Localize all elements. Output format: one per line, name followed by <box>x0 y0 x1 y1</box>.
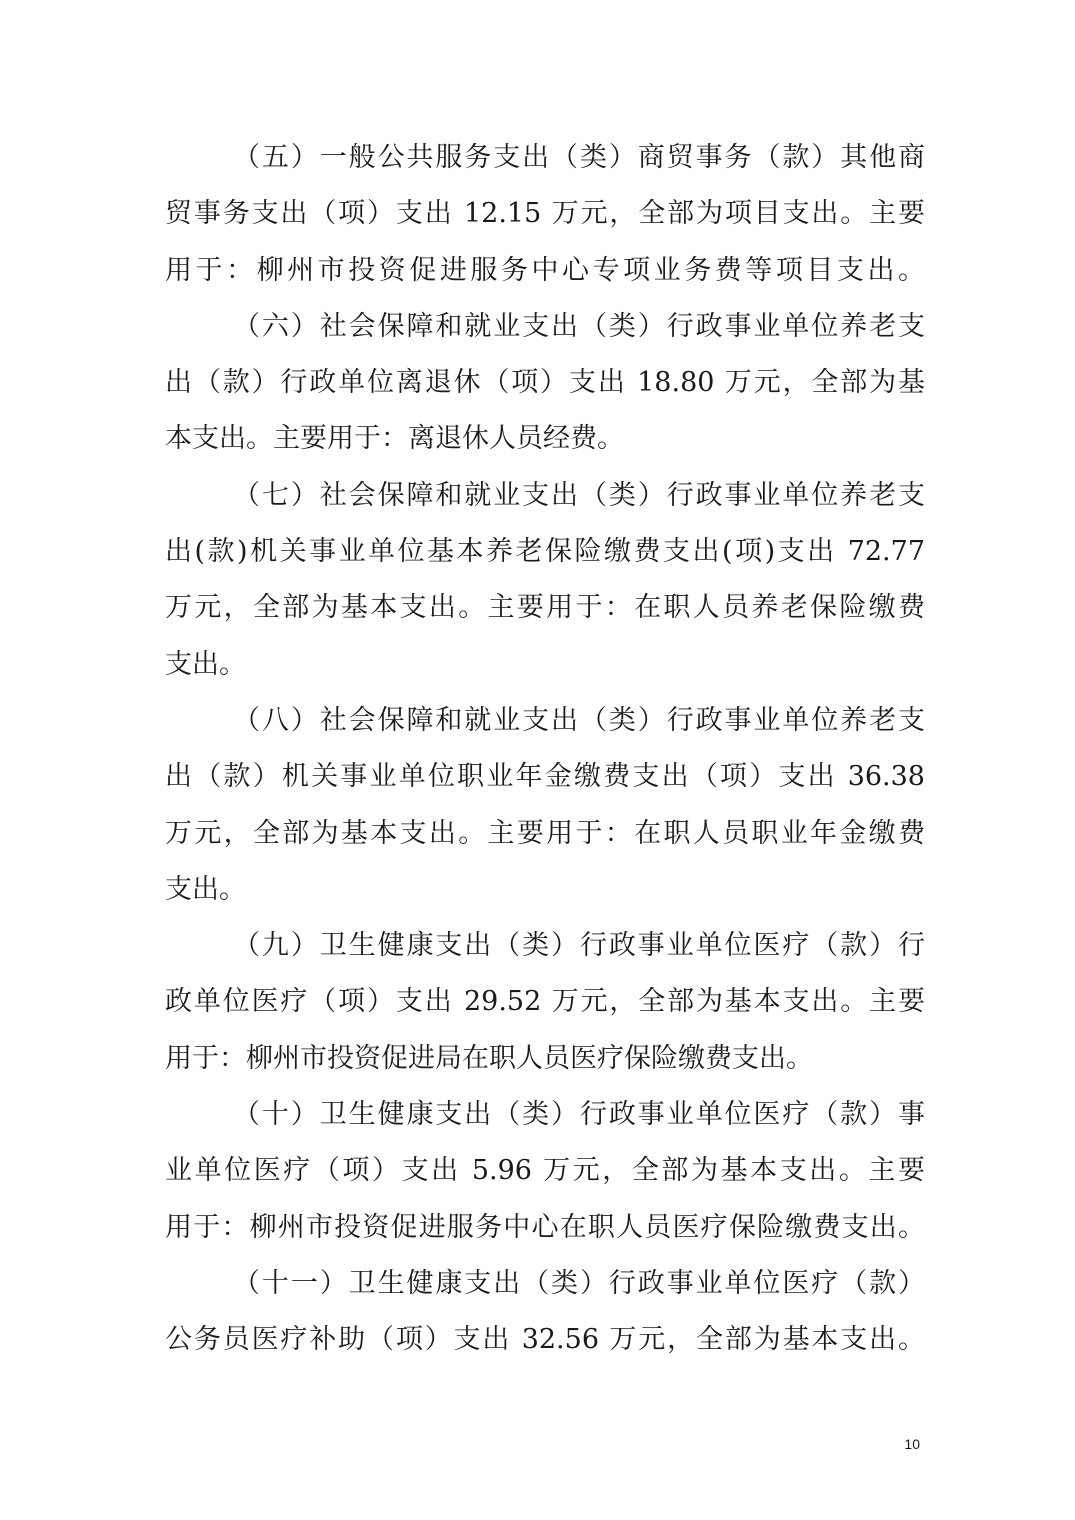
paragraph-first-line <box>165 299 925 355</box>
paragraph-line <box>165 974 925 1030</box>
body-text <box>165 130 925 1369</box>
paragraph-line <box>165 243 925 299</box>
line-text: （八）社会保障和就业支出（类）行政事业单位养老支 <box>233 704 925 736</box>
line-text: 出(款)机关事业单位基本养老保险缴费支出(项)支出 72.77 <box>165 536 925 568</box>
paragraph-first-line <box>165 468 925 524</box>
paragraph-line <box>165 1312 925 1368</box>
paragraph-first-line <box>165 693 925 749</box>
paragraph-first-line <box>165 918 925 974</box>
line-text: 出（款）行政单位离退休（项）支出 18.80 万元，全部为基 <box>165 367 925 399</box>
line-text: 万元，全部为基本支出。主要用于：在职人员职业年金缴费 <box>165 817 925 849</box>
paragraph-line <box>165 637 925 693</box>
line-text: 用于：柳州市投资促进服务中心在职人员医疗保险缴费支出。 <box>165 1211 925 1243</box>
line-text: 政单位医疗（项）支出 29.52 万元，全部为基本支出。主要 <box>165 986 925 1018</box>
paragraph-line <box>165 355 925 411</box>
line-text: 贸事务支出（项）支出 12.15 万元，全部为项目支出。主要 <box>165 198 925 230</box>
line-text: 业单位医疗（项）支出 5.96 万元，全部为基本支出。主要 <box>165 1155 925 1187</box>
line-text: 用于：柳州市投资促进局在职人员医疗保险缴费支出。 <box>165 1042 813 1074</box>
line-text: 支出。 <box>165 648 246 680</box>
paragraph-first-line <box>165 130 925 186</box>
line-text: 用于：柳州市投资促进服务中心专项业务费等项目支出。 <box>165 254 925 286</box>
paragraph-line <box>165 806 925 862</box>
line-text: （五）一般公共服务支出（类）商贸事务（款）其他商 <box>233 142 925 173</box>
paragraph-line <box>165 1031 925 1087</box>
line-text: （六）社会保障和就业支出（类）行政事业单位养老支 <box>233 310 925 342</box>
line-text: 支出。 <box>165 873 246 905</box>
paragraph-line <box>165 1143 925 1199</box>
page-number: 10 <box>904 1436 920 1452</box>
line-text: （十一）卫生健康支出（类）行政事业单位医疗（款） <box>233 1267 925 1299</box>
line-text: （九）卫生健康支出（类）行政事业单位医疗（款）行 <box>233 930 925 962</box>
line-text: 本支出。主要用于：离退休人员经费。 <box>165 423 624 455</box>
paragraph-first-line <box>165 1087 925 1143</box>
line-text: 出（款）机关事业单位职业年金缴费支出（项）支出 36.38 <box>165 761 925 793</box>
line-text: （十）卫生健康支出（类）行政事业单位医疗（款）事 <box>233 1099 925 1131</box>
paragraph-line <box>165 186 925 242</box>
paragraph-line <box>165 1200 925 1256</box>
line-text: 万元，全部为基本支出。主要用于：在职人员养老保险缴费 <box>165 592 925 624</box>
line-text: 公务员医疗补助（项）支出 32.56 万元，全部为基本支出。 <box>165 1324 925 1356</box>
paragraph-line <box>165 524 925 580</box>
paragraph-line <box>165 749 925 805</box>
paragraph-line <box>165 580 925 636</box>
paragraph-line <box>165 411 925 467</box>
paragraph-line <box>165 862 925 918</box>
paragraph-first-line <box>165 1256 925 1312</box>
line-text: （七）社会保障和就业支出（类）行政事业单位养老支 <box>233 479 925 511</box>
